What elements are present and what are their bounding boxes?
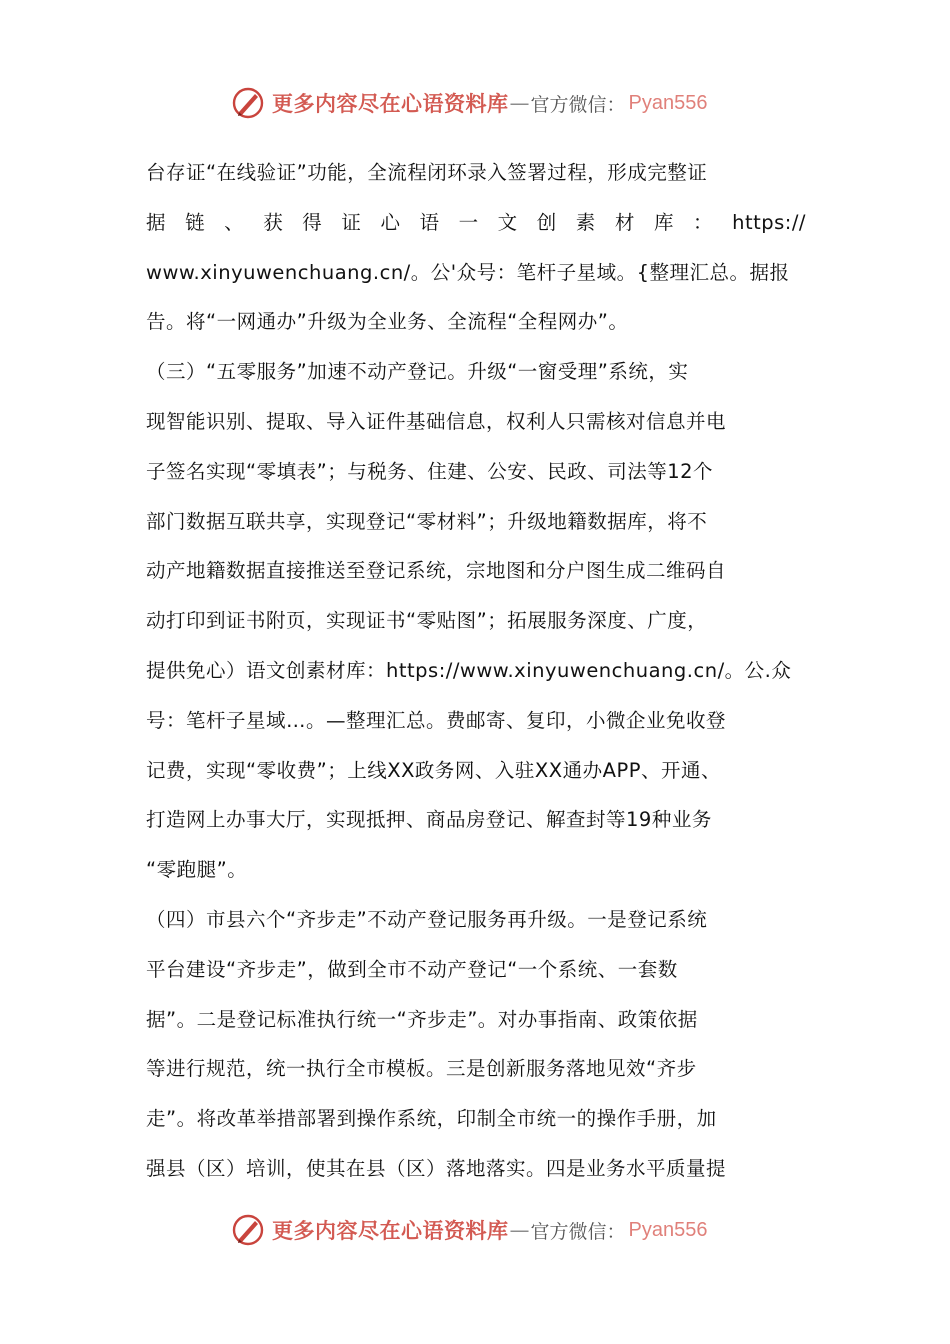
- text-line: 走”。将改革举措部署到操作系统，印制全市统一的操作手册，加: [146, 1107, 717, 1131]
- header-separator: —: [509, 91, 530, 115]
- text-line: 据链、获得证心语一文创素材库：https://: [146, 210, 806, 234]
- pen-logo-icon: [230, 1212, 266, 1248]
- text-line: 动打印到证书附页，实现证书“零贴图”；拓展服务深度、广度，: [146, 609, 708, 633]
- text-line: （四）市县六个“齐步走”不动产登记服务再升级。一是登记系统: [146, 907, 708, 931]
- footer-brand: 更多内容尽在心语资料库: [272, 1218, 509, 1243]
- header-wechat-handle: Pyan556: [628, 91, 708, 114]
- text-line: 打造网上办事大厅，实现抵押、商品房登记、解查封等19种业务: [146, 808, 712, 832]
- pen-logo-icon: [230, 85, 266, 121]
- text-line: 子签名实现“零填表”；与税务、住建、公安、民政、司法等12个: [146, 459, 714, 483]
- footer-wechat-handle: Pyan556: [628, 1218, 708, 1241]
- text-line: 强县（区）培训，使其在县（区）落地落实。四是业务水平质量提: [146, 1156, 727, 1180]
- header-banner: [230, 83, 707, 123]
- text-line: www.xinyuwenchuang.cn/。公'众号：笔杆子星域。{整理汇总。据报: [146, 260, 790, 284]
- text-line: 现智能识别、提取、导入证件基础信息，权利人只需核对信息并电: [146, 409, 727, 433]
- text-line: （三）“五零服务”加速不动产登记。升级“一窗受理”系统，实: [146, 360, 689, 384]
- footer-banner: [230, 1210, 707, 1250]
- text-line: 告。将“一网通办”升级为全业务、全流程“全程网办”。: [146, 310, 629, 334]
- header-brand: 更多内容尽在心语资料库: [272, 91, 509, 116]
- header-wechat-label: 官方微信：: [530, 93, 626, 116]
- document-body: [146, 148, 806, 1194]
- text-line: 记费，实现“零收费”；上线XX政务网、入驻XX通办APP、开通、: [146, 758, 721, 782]
- text-line: “零跑腿”。: [146, 858, 248, 882]
- footer-separator: —: [509, 1218, 530, 1242]
- text-line: 部门数据互联共享，实现登记“零材料”；升级地籍数据库，将不: [146, 509, 708, 533]
- text-line: 提供免心）语文创素材库：https://www.xinyuwenchuang.cn/。公.众: [146, 658, 792, 682]
- text-line: 号：笔杆子星域…。—整理汇总。费邮寄、复印，小微企业免收登: [146, 708, 727, 732]
- footer-wechat-label: 官方微信：: [530, 1220, 626, 1243]
- text-line: 平台建设“齐步走”，做到全市不动产登记“一个系统、一套数: [146, 957, 678, 981]
- text-line: 动产地籍数据直接推送至登记系统，宗地图和分户图生成二维码自: [146, 559, 727, 583]
- text-line: 据”。二是登记标准执行统一“齐步走”。对办事指南、政策依据: [146, 1007, 698, 1031]
- text-line: 等进行规范，统一执行全市模板。三是创新服务落地见效“齐步: [146, 1057, 697, 1081]
- text-line: 台存证“在线验证”功能，全流程闭环录入签署过程，形成完整证: [146, 161, 708, 184]
